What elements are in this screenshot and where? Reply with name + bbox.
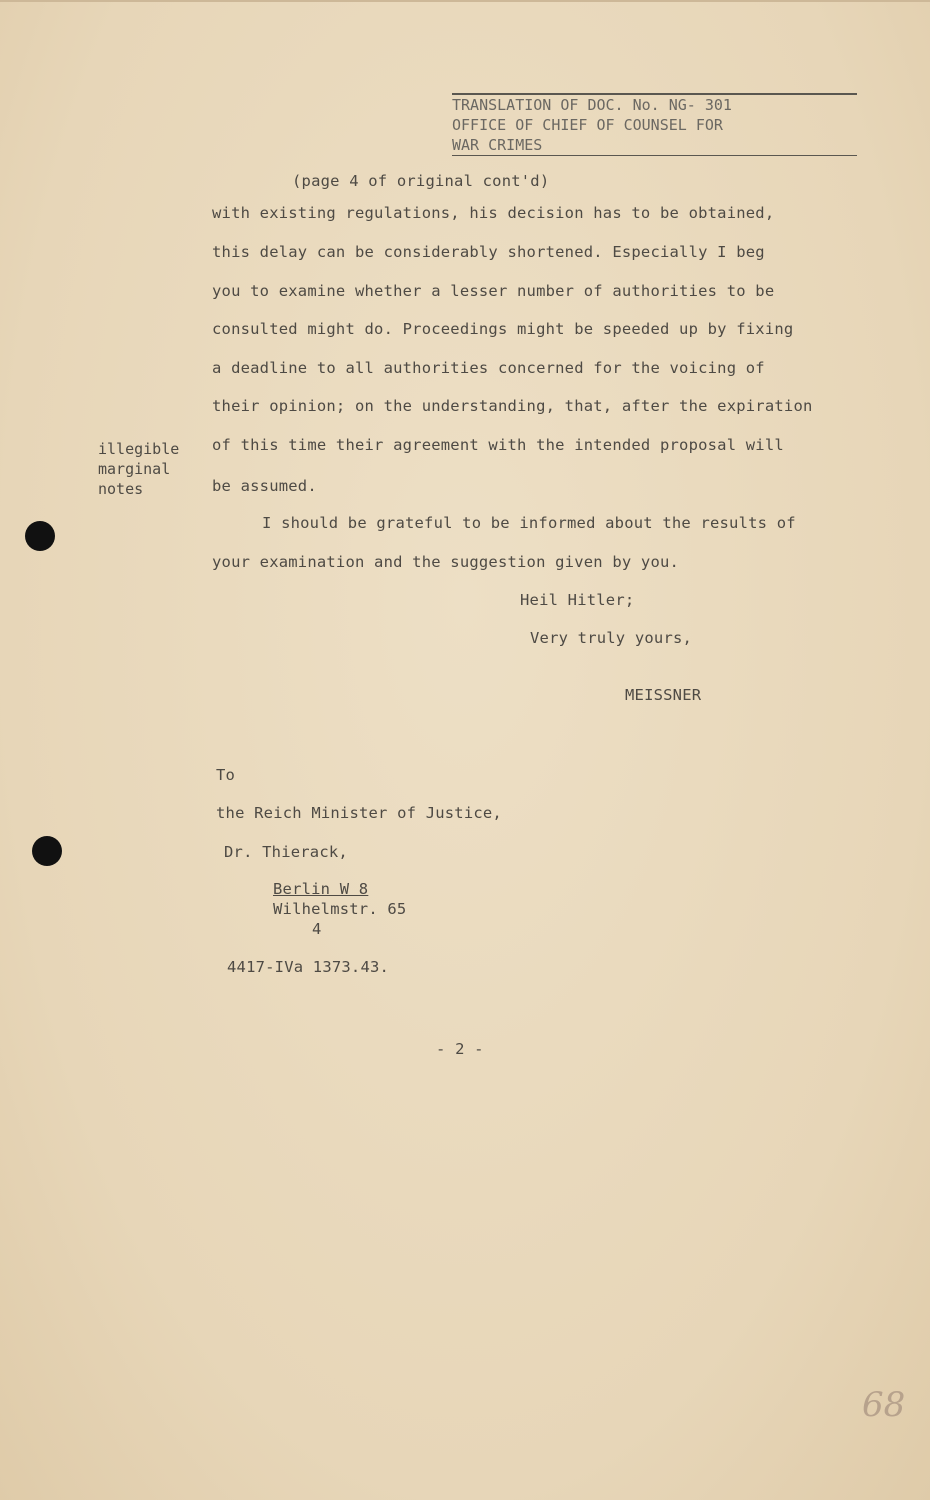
- stamp-line-2: OFFICE OF CHIEF OF COUNSEL FOR: [452, 116, 723, 134]
- margin-note-line: marginal: [98, 460, 171, 478]
- margin-note-line: illegible: [98, 440, 180, 458]
- page-number: - 2 -: [436, 1040, 484, 1058]
- body-line: this delay can be considerably shortened. Especially I beg: [212, 243, 765, 261]
- translation-stamp: [452, 93, 857, 156]
- page-reference: (page 4 of original cont'd): [292, 172, 550, 190]
- stamp-line-1: TRANSLATION OF DOC. No. NG- 301: [452, 96, 732, 114]
- file-reference: 4417-IVa 1373.43.: [227, 958, 390, 976]
- salutation: Heil Hitler;: [520, 591, 635, 609]
- closing-paragraph-line: your examination and the suggestion given by you.: [212, 553, 680, 571]
- margin-notes: [98, 439, 179, 499]
- punch-hole-icon: [32, 836, 62, 866]
- page-edge: [0, 0, 930, 2]
- valediction: Very truly yours,: [530, 629, 693, 647]
- closing-paragraph-line: I should be grateful to be informed about the results of: [262, 514, 796, 532]
- body-line: consulted might do. Proceedings might be speeded up by fixing: [212, 320, 794, 338]
- address-name: Dr. Thierack,: [224, 843, 348, 861]
- body-line: their opinion; on the understanding, that, after the expiration: [212, 397, 813, 415]
- body-line: a deadline to all authorities concerned for the voicing of: [212, 359, 765, 377]
- address-city: Berlin W 8: [273, 880, 369, 898]
- body-line: with existing regulations, his decision has to be obtained,: [212, 204, 775, 222]
- punch-hole-icon: [25, 521, 55, 551]
- signature: MEISSNER: [625, 686, 702, 704]
- address-street: Wilhelmstr. 65: [273, 900, 407, 918]
- body-line: you to examine whether a lesser number of authorities to be: [212, 282, 775, 300]
- address-recipient: the Reich Minister of Justice,: [216, 804, 502, 822]
- address-to: To: [216, 766, 236, 784]
- body-line: be assumed.: [212, 477, 317, 495]
- stamp-line-3: WAR CRIMES: [452, 135, 857, 156]
- margin-note-line: notes: [98, 480, 144, 498]
- address-extra: 4: [312, 920, 322, 938]
- handwritten-page-number: 68: [862, 1385, 906, 1425]
- body-line: of this time their agreement with the intended proposal will: [212, 436, 784, 454]
